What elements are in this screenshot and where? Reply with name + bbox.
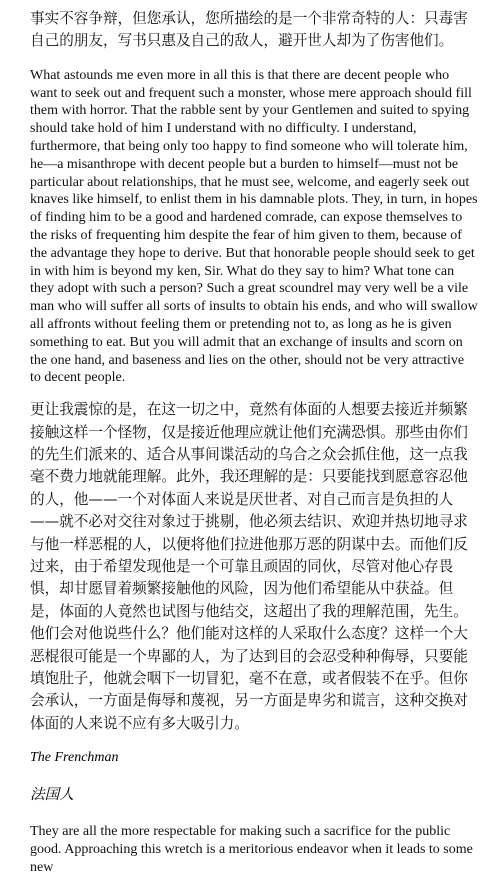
english-paragraph-2: They are all the more respectable for making such a sacrifice for the public good. Approaching this wretch is a meritorious endeavor when it leads to some new: [30, 824, 473, 875]
chinese-paragraph-1: 事实不容争辩，但您承认，您所描绘的是一个非常奇特的人：只毒害自己的朋友，写书只惠及自己的敌人，避开世人却为了伤害他们。: [30, 10, 468, 50]
speaker-label-english: The Frenchman: [30, 750, 119, 766]
speaker-label-chinese: 法国人: [30, 786, 74, 804]
chinese-paragraph-2: 更让我震惊的是，在这一切之中，竟然有体面的人想要去接近并频繁接触这样一个怪物，仅是接近他理应就让他们充满恐惧。那些由你们的先生们派来的、适合从事间谍活动的乌合之众会抓住他，这一点我毫不费力地就能理解。此外，我还理解的是：只要能找到愿意容忍他的人，他——一个对体面人来说是厌世者、对自己而言是负担的人——就不必对交往对象过于挑剔，他必须去结识、欢迎并热切地寻求与他一样恶棍的人，以便将他们拉进他那万恶的阴谋中去。而他们反过来，由于希望发现他是一个可靠且顽固的同伙，尽管对他心存畏惧，却甘愿冒着频繁接触他的风险，因为他们希望能从中获益。但是，体面的人竟然也试图与他结交，这超出了我的理解范围，先生。他们会对他说些什么？他们能对这样的人采取什么态度？这样一个大恶棍很可能是一个卑鄙的人，为了达到目的会忍受种种侮辱，只要能填饱肚子，他就会咽下一切冒犯，毫不在意，或者假装不在乎。但你会承认，一方面是侮辱和蔑视，另一方面是卑劣和谎言，这种交换对体面的人来说不应有多大吸引力。: [30, 401, 468, 732]
english-paragraph-1: What astounds me even more in all this is that there are decent people who want to seek out and frequent such a monster, whose mere approach should fill them with horror. That the rabble sent by your Gentlemen and suited to spying should take hold of him I understand with no difficulty. I understand, furthermore, that being only too happy to find someone who will tolerate him, he—a misanthrope with decent people but a burden to himself—must not be particular about relationships, that he must see, welcome, and eagerly seek out knaves like himself, to enlist them in his damnable plots. They, in turn, in hopes of finding him to be a good and hardened comrade, can expose themselves to the risks of frequenting him despite the fear of him given to them, because of the advantage they hope to derive. But that honorable people should seek to get in with him is beyond my ken, Sir. What do they say to him? What tone can they adopt with such a person? Such a great scoundrel may very well be a vile man who will suffer all sorts of insults to obtain his ends, and who will swallow all affronts without feeling them or pretending not to, as long as he is given something to eat. But you will admit that an exchange of insults and scorn on the one hand, and baseness and lies on the other, should not be very attractive to decent people.: [30, 67, 478, 386]
